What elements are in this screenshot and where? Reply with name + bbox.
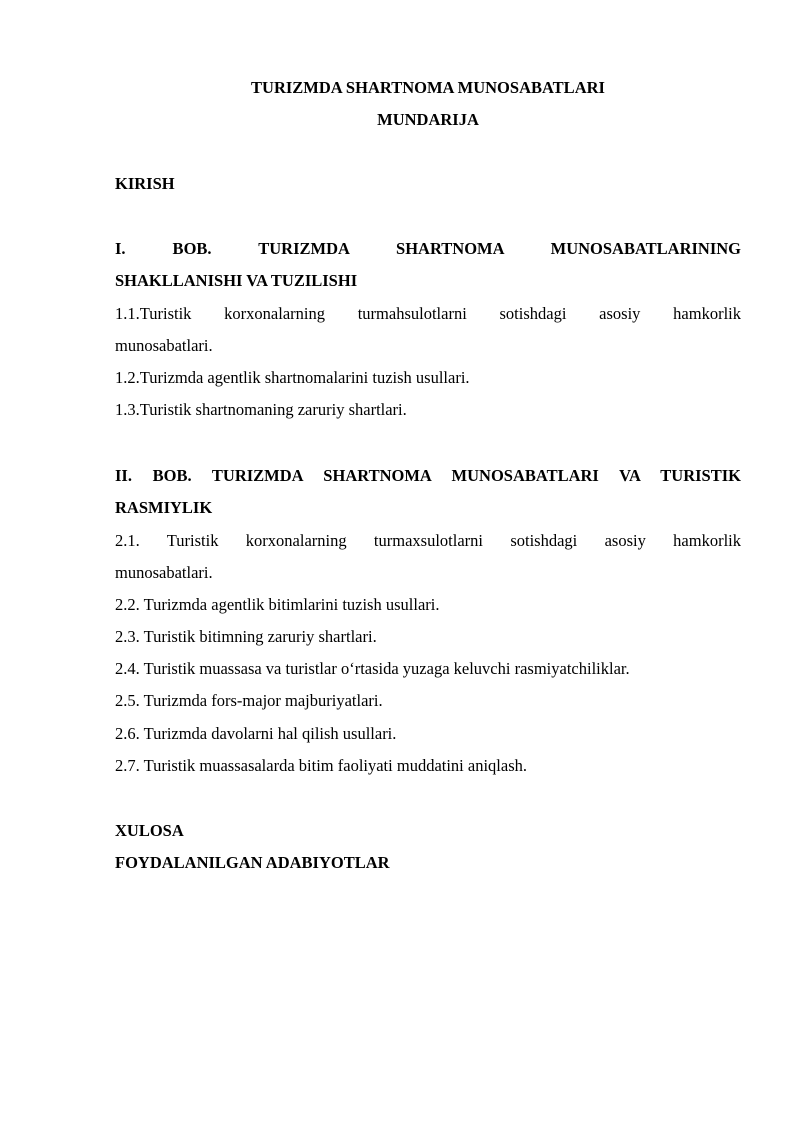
toc-item-2-6: 2.6. Turizmda davolarni hal qilish usullari. (115, 724, 397, 743)
intro-entry: KIRISH (115, 174, 175, 193)
toc-item-2-1-line1: 2.1. Turistik korxonalarning turmaxsulotlarni sotishdagi asosiy hamkorlik (115, 531, 741, 550)
document-title: TURIZMDA SHARTNOMA MUNOSABATLARI (251, 78, 605, 97)
chapter1-heading-line2: SHAKLLANISHI VA TUZILISHI (115, 271, 358, 290)
toc-item-2-1-line2: munosabatlari. (115, 563, 213, 582)
contents-heading: MUNDARIJA (377, 110, 479, 129)
toc-item-2-3: 2.3. Turistik bitimning zaruriy shartlari. (115, 627, 377, 646)
conclusion-entry: XULOSA (115, 821, 184, 840)
toc-item-2-5: 2.5. Turizmda fors-major majburiyatlari. (115, 691, 383, 710)
toc-item-1-3: 1.3.Turistik shartnomaning zaruriy shartlari. (115, 400, 407, 419)
toc-item-1-1-line1: 1.1.Turistik korxonalarning turmahsulotlarni sotishdagi asosiy hamkorlik (115, 304, 741, 323)
chapter2-heading-line2: RASMIYLIK (115, 498, 213, 517)
toc-item-2-7: 2.7. Turistik muassasalarda bitim faoliyati muddatini aniqlash. (115, 756, 528, 775)
chapter2-heading-line1: II. BOB. TURIZMDA SHARTNOMA MUNOSABATLARI VA TURISTIK (115, 466, 741, 485)
toc-item-2-2: 2.2. Turizmda agentlik bitimlarini tuzish usullari. (115, 595, 440, 614)
toc-item-1-2: 1.2.Turizmda agentlik shartnomalarini tuzish usullari. (115, 368, 470, 387)
chapter1-heading-line1: I. BOB. TURIZMDA SHARTNOMA MUNOSABATLARINING (115, 239, 741, 258)
toc-item-1-1-line2: munosabatlari. (115, 336, 213, 355)
references-entry: FOYDALANILGAN ADABIYOTLAR (115, 853, 390, 872)
toc-item-2-4: 2.4. Turistik muassasa va turistlar oʻrtasida yuzaga keluvchi rasmiyatchiliklar. (115, 659, 630, 678)
